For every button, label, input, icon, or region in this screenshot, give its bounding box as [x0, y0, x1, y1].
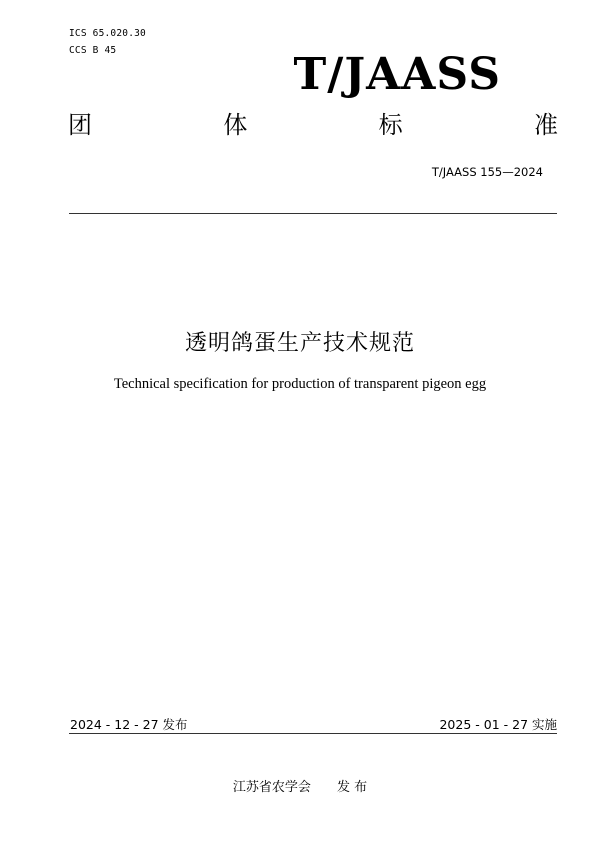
implementation-date: 2025 - 01 - 27 实施	[439, 717, 557, 732]
publisher-name: 江苏省农学会	[232, 780, 311, 795]
header-divider	[69, 213, 557, 214]
standard-type-heading	[68, 113, 558, 137]
footer-divider	[69, 733, 557, 734]
publisher-line	[0, 776, 600, 795]
standard-type-char: 标	[378, 111, 403, 139]
organization-logo: T/JAASS	[293, 49, 501, 100]
standard-type-char: 体	[223, 111, 248, 139]
issue-date: 2024 - 12 - 27 发布	[70, 717, 188, 732]
english-title: Technical specification for production of transparent pigeon egg	[113, 376, 487, 392]
standard-type-char: 准	[533, 111, 558, 139]
chinese-title: 透明鸽蛋生产技术规范	[184, 331, 415, 356]
ics-code: ICS 65.020.30	[69, 28, 146, 39]
standard-number: T/JAASS 155—2024	[431, 165, 543, 179]
standard-type-char: 团	[68, 111, 92, 139]
ccs-code: CCS B 45	[69, 45, 117, 56]
publish-label: 发 布	[336, 780, 368, 795]
